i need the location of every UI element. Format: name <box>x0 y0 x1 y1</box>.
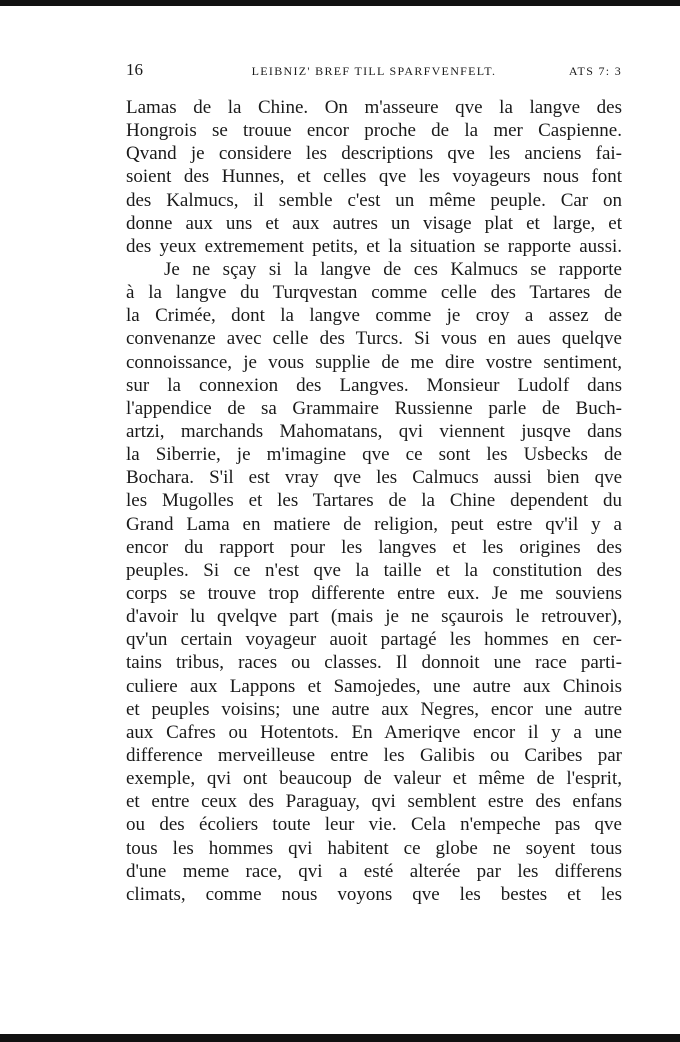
text-line: ou des écoliers toute leur vie. Cela n'empeche pas qve <box>126 814 622 836</box>
text-line: tains tribus, races ou classes. Il donnoit une race parti- <box>126 652 622 674</box>
text-line: sur la connexion des Langves. Monsieur Ludolf dans <box>126 374 622 396</box>
text-line: culiere aux Lappons et Samojedes, une autre aux Chinois <box>126 675 622 697</box>
text-line: les Mugolles et les Tartares de la Chine dependent du <box>126 490 622 512</box>
text-line: connoissance, je vous supplie de me dire vostre sentiment, <box>126 351 622 373</box>
text-line: Je ne sçay si la langve de ces Kalmucs se rapporte <box>164 258 622 280</box>
text-line: la Siberrie, je m'imagine qve ce sont les Usbecks de <box>126 444 622 466</box>
text-line: d'une meme race, qvi a esté alterée par les differens <box>126 860 622 882</box>
text-line: qv'un certain voyageur auoit partagé les hommes en cer- <box>126 629 622 651</box>
text-line: aux Cafres ou Hotentots. En Ameriqve encor il y a une <box>126 721 622 743</box>
text-line: exemple, qvi ont beaucoup de valeur et même de l'esprit, <box>126 768 622 790</box>
top-edge-rule <box>0 0 680 6</box>
text-line: donne aux uns et aux autres un visage plat et large, et <box>126 212 622 234</box>
running-header <box>126 60 622 82</box>
text-line: l'appendice de sa Grammaire Russienne parle de Buch- <box>126 397 622 419</box>
text-line: et peuples voisins; une autre aux Negres, encor une autre <box>126 698 622 720</box>
text-line: Hongrois se trouue encor proche de la mer Caspienne. <box>126 120 622 142</box>
text-line: la Crimée, dont la langve comme je croy a assez de <box>126 305 622 327</box>
page-number: 16 <box>126 60 143 79</box>
text-line: soient des Hunnes, et celles qve les voyageurs nous font <box>126 166 622 188</box>
body-text <box>126 96 622 906</box>
text-line: Lamas de la Chine. On m'asseure qve la langve des <box>126 97 622 118</box>
running-title: LEIBNIZ' BREF TILL SPARFVENFELT. <box>251 64 497 78</box>
text-line: convenanze avec celle des Turcs. Si vous en aues quelqve <box>126 328 622 350</box>
text-line: difference merveilleuse entre les Galibis ou Caribes par <box>126 744 622 766</box>
text-line: d'avoir lu qvelqve part (mais je ne sçaurois le retrouver), <box>126 606 622 628</box>
bottom-edge-rule <box>0 1034 680 1042</box>
text-line: tous les hommes qvi habitent ce globe ne soyent tous <box>126 837 622 859</box>
volume-reference: ATS 7: 3 <box>568 64 622 78</box>
text-line: encor du rapport pour les langves et les origines des <box>126 536 622 558</box>
text-line: climats, comme nous voyons qve les bestes et les <box>126 883 622 905</box>
text-line: corps se trouve trop differente entre eux. Je me souviens <box>126 582 622 604</box>
text-line: peuples. Si ce n'est qve la taille et la constitution des <box>126 559 622 581</box>
text-line: Grand Lama en matiere de religion, peut estre qv'il y a <box>126 513 622 535</box>
text-line: artzi, marchands Mahomatans, qvi viennent jusqve dans <box>126 420 622 442</box>
text-line: et entre ceux des Paraguay, qvi semblent estre des enfans <box>126 791 622 813</box>
text-line: à la langve du Turqvestan comme celle des Tartares de <box>126 282 622 304</box>
text-line: des yeux extremement petits, et la situation se rapporte aussi. <box>126 235 622 257</box>
text-line: Bochara. S'il est vray qve les Calmucs aussi bien qve <box>126 467 622 489</box>
text-line: Qvand je considere les descriptions qve les anciens fai- <box>126 143 622 165</box>
text-line: des Kalmucs, il semble c'est un même peuple. Car on <box>126 189 622 211</box>
